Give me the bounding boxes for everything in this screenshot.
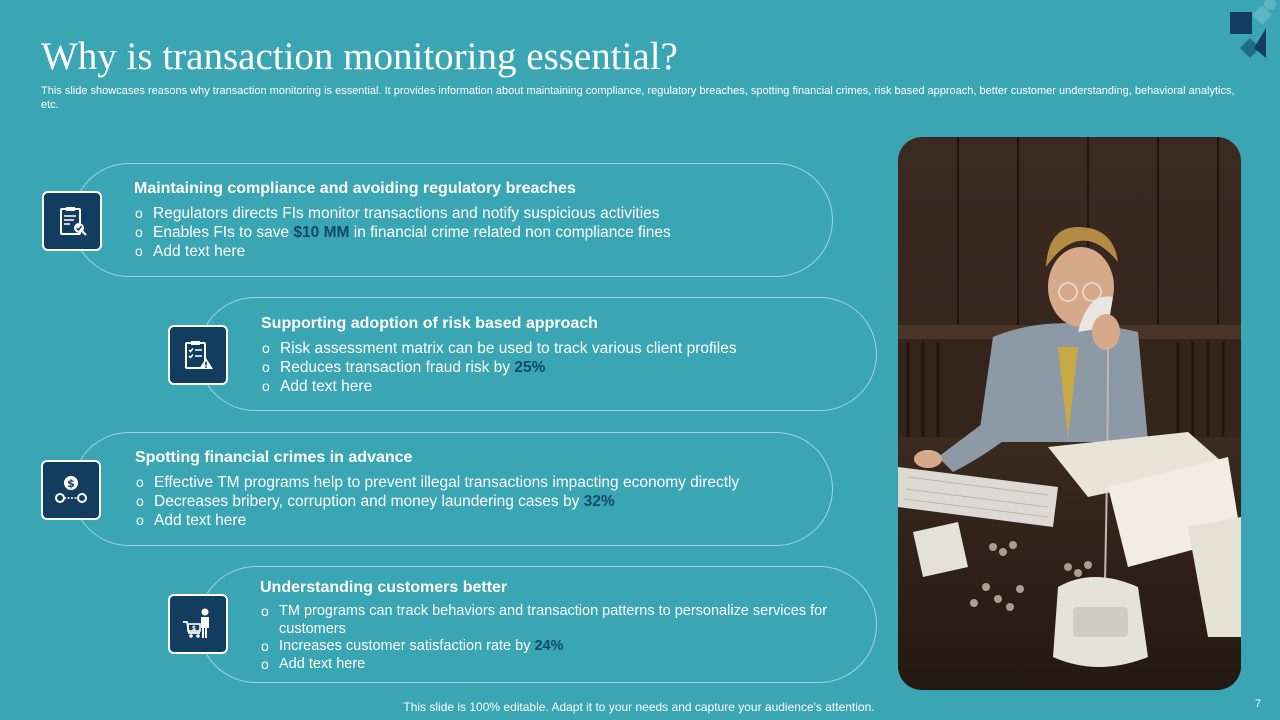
card-title: Spotting financial crimes in advance: [135, 449, 413, 466]
slide-subtitle: This slide showcases reasons why transaction monitoring is essential. It provides information about maintaining compliance, regulatory breaches, spotting financial crimes, risk based approach, better customer understanding, behavioral analytics, etc.: [41, 85, 1235, 111]
card-crimes-icon-box: [41, 460, 101, 520]
svg-text:$: $: [67, 477, 75, 490]
man-on-telephone-at-desk-image: [898, 137, 1241, 690]
list-item: o TM programs can track behaviors and transaction patterns to personalize services for customers: [260, 603, 850, 638]
card-compliance-icon-box: [42, 191, 102, 251]
page-number: 7: [1255, 698, 1262, 710]
list-item: o Add text here: [135, 511, 815, 530]
decorative-shapes-icon: [1226, 0, 1280, 62]
list-item: o Reduces transaction fraud risk by 25%: [261, 358, 861, 377]
customer-cart-icon: [180, 606, 216, 642]
card-compliance-text: [134, 179, 814, 261]
list-item: o Effective TM programs help to prevent illegal transactions impacting economy directly: [135, 473, 815, 492]
list-item: o Regulators directs FIs monitor transactions and notify suspicious activities: [134, 204, 814, 223]
list-item: o Decreases bribery, corruption and money laundering cases by 32%: [135, 492, 815, 511]
dollar-handcuffs-icon: [52, 473, 90, 507]
card-title: Understanding customers better: [260, 579, 508, 596]
card-customers-icon-box: [168, 594, 228, 654]
svg-text:$: $: [191, 625, 197, 632]
list-item: o Risk assessment matrix can be used to track various client profiles: [261, 339, 861, 358]
checklist-warning-icon: [181, 338, 215, 372]
slide-title: Why is transaction monitoring essential?: [41, 35, 678, 78]
list-item: o Enables FIs to save $10 MM in financial crime related non compliance fines: [134, 223, 814, 242]
card-customers-text: [260, 578, 850, 673]
card-risk-icon-box: [168, 325, 228, 385]
clipboard-check-icon: [55, 204, 89, 238]
card-crimes-text: [135, 448, 815, 530]
list-item: o Increases customer satisfaction rate by 24%: [260, 638, 850, 656]
card-title: Maintaining compliance and avoiding regulatory breaches: [134, 180, 576, 197]
list-item: o Add text here: [260, 656, 850, 674]
card-title: Supporting adoption of risk based approach: [261, 315, 598, 332]
footer-note: This slide is 100% editable. Adapt it to your needs and capture your audience's attention.: [403, 700, 875, 714]
card-risk-text: [261, 314, 861, 396]
list-item: o Add text here: [261, 377, 861, 396]
list-item: o Add text here: [134, 242, 814, 261]
